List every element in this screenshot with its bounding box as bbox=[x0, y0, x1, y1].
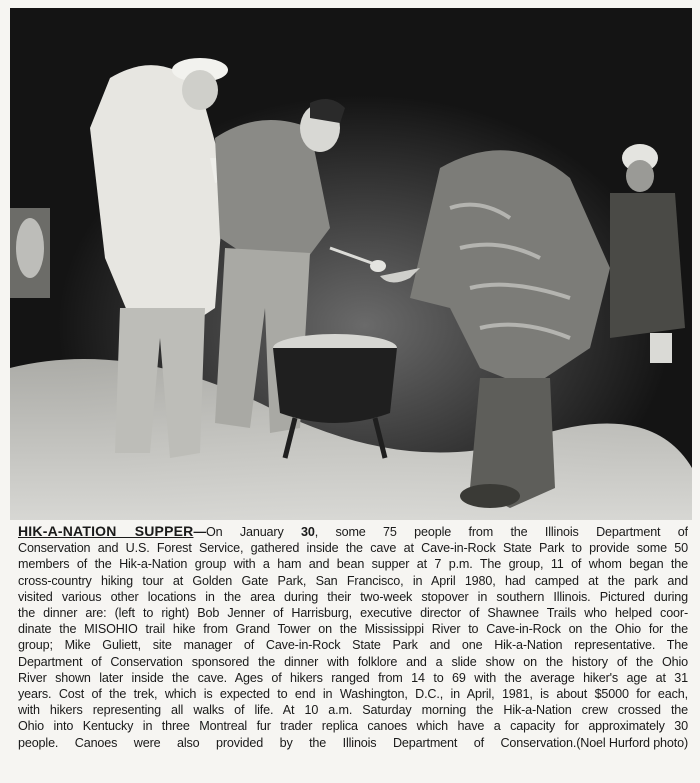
caption-line: cross-country hiking tour at Golden Gate Park, San Francisco, in April 1980, had camped at the park and bbox=[18, 573, 688, 588]
caption-line: River shown later inside the cave. Ages of hikers ranged from 14 to 69 with the average hiker's age at 31 bbox=[18, 670, 688, 685]
caption-line: Conservation and U.S. Forest Service, gathered inside the cave at Cave-in-Rock State Park to provide some 50 bbox=[18, 541, 688, 556]
caption-line: dinate the MISOHIO trail hike from Grand Tower on the Mississippi River to Cave-in-Rock on the Ohio for the bbox=[18, 622, 688, 637]
caption-line: members of the Hik-a-Nation group with a ham and bean supper at 7 p.m. The group, 11 of whom began the bbox=[18, 557, 688, 572]
caption-line: with hikers representing all walks of life. At 10 a.m. Saturday morning the Hik-a-Nation crew crossed the bbox=[18, 703, 688, 718]
caption-line: visited various other locations in the area during their two-week stopover in southern Illinois. Pictured during bbox=[18, 589, 688, 604]
caption-line-last bbox=[18, 735, 688, 751]
news-photo bbox=[10, 8, 692, 520]
caption-line-1 bbox=[18, 523, 688, 540]
caption-line: Ohio into Kentucky in three Montreal fur trader replica canoes which have a capacity for approximately 30 bbox=[18, 719, 688, 734]
caption-line: group; Mike Guliett, site manager of Cave-in-Rock State Park and one Hik-a-Nation representative. The bbox=[18, 638, 688, 653]
caption-date-number: 30 bbox=[301, 525, 315, 539]
caption-headline: HIK-A-NATION SUPPER bbox=[18, 523, 194, 539]
caption-line: Department of Conservation sponsored the dinner with folklore and a slide show on the history of the Ohio bbox=[18, 654, 688, 669]
caption-text: On January bbox=[205, 525, 284, 539]
photo-caption bbox=[18, 523, 688, 751]
caption-text: people. Canoes were also provided by the Illinois Department of Conservation. bbox=[18, 735, 577, 750]
photo-credit: (Noel Hurford photo) bbox=[576, 735, 688, 750]
caption-line: the dinner are: (left to right) Bob Jenner of Harrisburg, executive director of Shawnee Trails who helped coor- bbox=[18, 606, 688, 621]
caption-text: , some 75 people from the Illinois Department of bbox=[314, 525, 688, 539]
photo-campfire-scene-icon bbox=[10, 8, 692, 520]
caption-line: years. Cost of the trek, which is expected to end in Washington, D.C., in April, 1981, is about $5000 for each, bbox=[18, 687, 688, 702]
caption-dash: — bbox=[193, 525, 206, 539]
